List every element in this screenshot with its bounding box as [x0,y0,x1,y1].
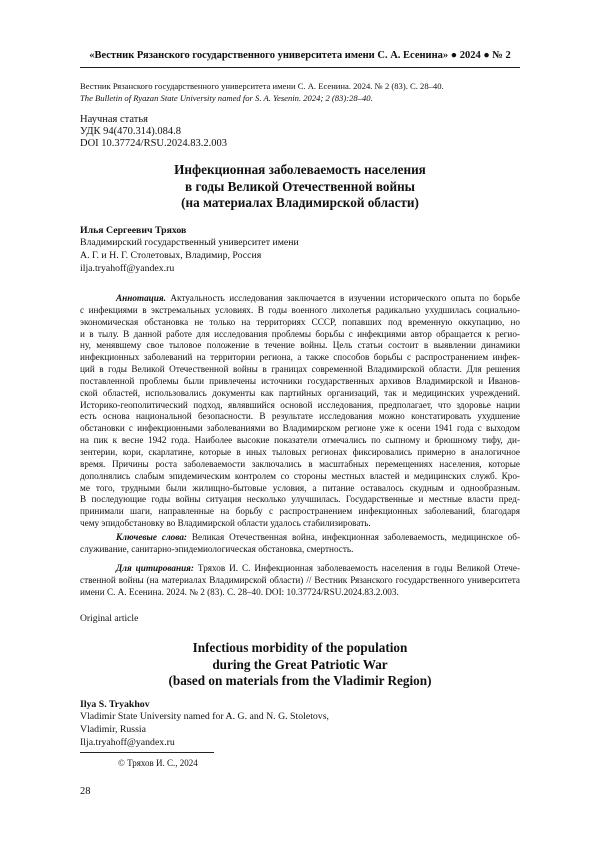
abstract-line: обстановки с инфекционными заболеваниями во Владимирском регионе уже к осени 1941 года с выходом [80,423,520,434]
affiliation-en [80,711,329,749]
abstract-line: ской областей, использовались документы как партийных организаций, так и медицинских учреждений. [80,387,520,398]
keywords-line: Великая Отечественная война, инфекционная заболеваемость, медицинское об- [186,532,520,542]
footnote-rule [80,752,214,753]
abstract-line: поставленной проблемы были привлечены источники государственных архивов Владимирской и Иванов- [80,375,520,386]
original-article-label: Original article [80,613,139,624]
abstract-line: В последующие годы войны ситуация несколько улучшилась. Государственные и местные власти пред- [80,494,520,505]
title-ru-line: (на материалах Владимирской области) [181,195,419,210]
affiliation-ru-line: А. Г. и Н. Г. Столетовых, Владимир, Россия [80,249,262,261]
author-email-ru: ilja.tryahoff@yandex.ru [80,262,175,274]
copyright-note: © Тряхов И. С., 2024 [118,758,198,768]
keywords-label: Ключевые слова: [116,532,187,542]
affiliation-en-line: Vladimir, Russia [80,723,147,735]
author-email-en: Ilja.tryahoff@yandex.ru [80,736,175,748]
cite-label: Для цитирования: [116,563,194,573]
author-en: Ilya S. Tryakhov [80,699,150,710]
citation-ru: Вестник Рязанского государственного университета имени С. А. Есенина. 2024. № 2 (83). С. 28–40. [80,81,444,91]
keywords [80,532,520,556]
title-en-line: Infectious morbidity of the population [192,640,408,655]
cite-line: имени С. А. Есенина. 2024. № 2 (83). С. 28–40. DOI: 10.37724/RSU.2024.83.2.003. [80,586,399,597]
author-ru: Илья Сергеевич Тряхов [80,225,187,236]
abstract-line: Актуальность исследования заключается в изучении исторического опыта по борьбе [165,293,520,303]
keywords-line: служивание, санитарно-эпидемиологическая обстановка, смертность. [80,543,354,554]
abstract-line: Историко-геополитический подход, являвшийся основой исследования, предполагает, что здоровье нации [80,399,520,410]
abstract-line: есть основа национальной безопасности. В результате исследования можно констатировать ухудшение [80,411,520,422]
udk: УДК 94(470.314).084.8 [80,126,182,137]
page-number: 28 [80,786,91,797]
abstract-line: зентерии, кори, скарлатине, которые в иных тыловых регионах фиксировались примерно в аналогичное [80,446,520,457]
article-title-ru [80,162,520,212]
title-ru-line: Инфекционная заболеваемость населения [174,162,426,177]
abstract-line: экономическая обстановка не только на территориях СССР, попавших под временную оккупацию, но [80,316,520,327]
abstract [80,293,520,530]
running-head: «Вестник Рязанского государственного университета имени С. А. Есенина» ● 2024 ● № 2 [89,50,511,61]
abstract-line: чему эпидобстановку во Владимирской области удалось стабилизировать. [80,518,371,529]
citation-en: The Bulletin of Ryazan State University named for S. A. Yesenin. 2024; 2 (83):28–40. [80,93,373,103]
cite-line: Тряхов И. С. Инфекционная заболеваемость населения в годы Великой Отече- [193,563,520,573]
abstract-line: ций в годы Великой Отечественной войны в границах современной Владимирской области. Для решения [80,364,520,375]
title-ru-line: в годы Великой Отечественной войны [185,178,415,194]
title-en-line: during the Great Patriotic War [212,656,388,672]
affiliation-ru-line: Владимирский государственный университет имени [80,237,299,248]
article-type: Научная статья [80,114,148,125]
abstract-line: и в тылу. В данной работе для исследования проблемы борьбы с инфекциями автор обращается к регио- [80,328,520,339]
abstract-line: ме того, трудными были жилищно-бытовые условия, а питание оставалось скудным и однообразным. [80,482,520,493]
abstract-line: дополнялись слабым эпидемическим контролем со стороны местных властей и медицинских служб. Кро- [80,470,520,481]
abstract-line: на пик к весне 1942 года. Наиболее высокие показатели отмечались по сыпному и брюшному тифу, ди- [80,435,520,446]
article-title-en [80,640,520,690]
affiliation-en-line: Vladimir State University named for A. G. and N. G. Stoletovs, [80,711,329,722]
abstract-label: Аннотация. [116,293,166,303]
abstract-line: ну, менявшему свое тыловое положение в течение войны. Цель статьи состоит в выявлении динамики [80,340,520,351]
abstract-line: инфекционных заболеваний на территории региона, а также способов борьбы с распространением инфек- [80,352,520,363]
abstract-line: с инфекциями в экстремальных условиях. В годы военного лихолетья радикально ухудшилась социально- [80,304,520,315]
cite-line: ственной войны (на материалах Владимирской области) // Вестник Рязанского государственного университета [80,574,520,585]
abstract-line: принимали шаги, направленные на борьбу с распространением инфекционных заболеваний, благодаря [80,506,520,517]
citation-block [80,563,520,599]
abstract-line: время. Причины роста заболеваемости заключались в масштабных перемещениях населения, которые [80,458,520,469]
affiliation-ru [80,237,299,275]
title-en-line: (based on materials from the Vladimir Region) [168,673,432,688]
doi: DOI 10.37724/RSU.2024.83.2.003 [80,138,228,149]
header-rule [80,67,520,68]
